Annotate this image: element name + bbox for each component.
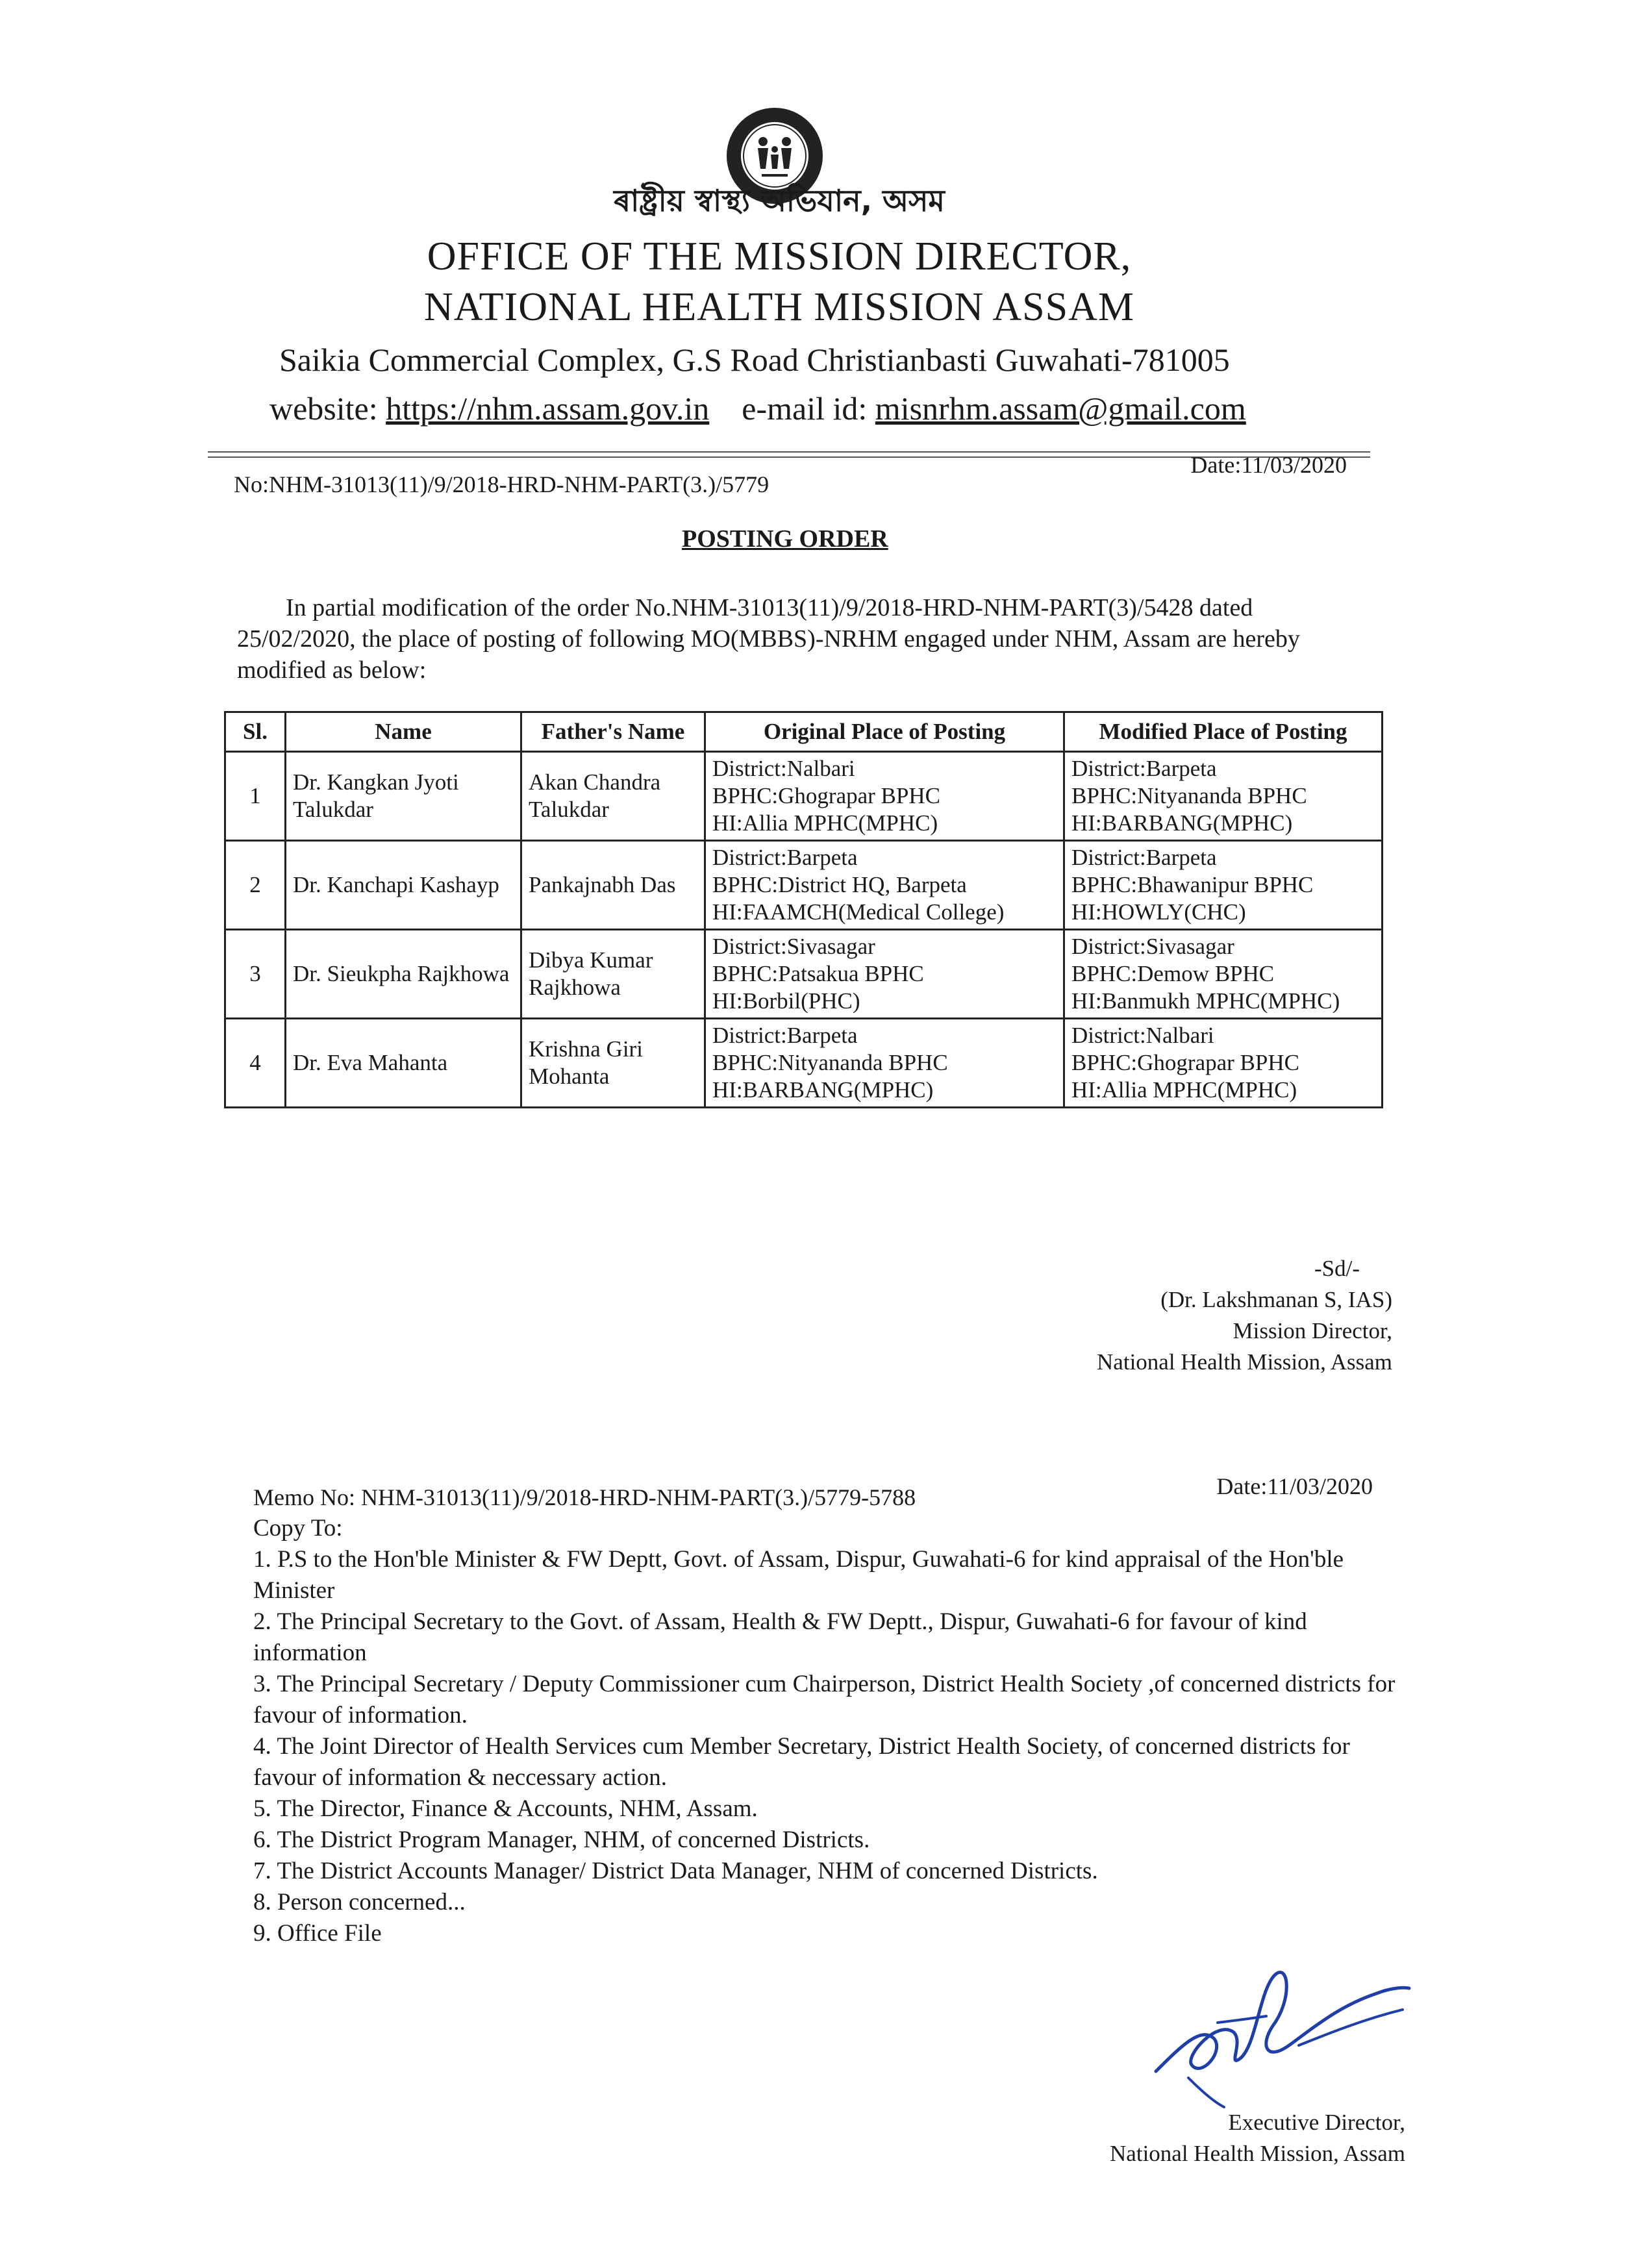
email-link[interactable]: misnrhm.assam@gmail.com <box>875 390 1246 427</box>
original-district: District:Barpeta <box>712 1023 858 1048</box>
modified-posting-cell <box>1064 752 1383 841</box>
executive-organization: National Health Mission, Assam <box>1110 2141 1405 2166</box>
order-title: POSTING ORDER <box>682 525 888 553</box>
contact-line <box>269 390 1246 427</box>
original-bphc: BPHC:Ghograpar BPHC <box>712 783 940 808</box>
modified-hi: HI:BARBANG(MPHC) <box>1071 810 1293 836</box>
name-cell: Dr. Kanchapi Kashayp <box>286 841 521 930</box>
table-row <box>225 841 1383 930</box>
original-posting-cell <box>705 1019 1064 1108</box>
father-name-cell: Akan Chandra Talukdar <box>521 752 705 841</box>
executive-director-signature-block <box>1110 2107 1405 2169</box>
name-cell: Dr. Eva Mahanta <box>286 1019 521 1108</box>
original-hi: HI:Borbil(PHC) <box>712 988 860 1014</box>
original-bphc: BPHC:Nityananda BPHC <box>712 1050 948 1075</box>
modified-hi: HI:HOWLY(CHC) <box>1071 899 1246 925</box>
name-cell: Dr. Kangkan Jyoti Talukdar <box>286 752 521 841</box>
email-label: e-mail id: <box>742 390 875 427</box>
column-header: Modified Place of Posting <box>1064 712 1383 752</box>
order-body-text: In partial modification of the order No.NHM-31013(11)/9/2018-HRD-NHM-PART(3)/5428 dated 25/02/2020, the place of posting of following MO(MBBS)-NRHM engaged under NHM, Assam are hereby modified as below: <box>237 594 1300 684</box>
serial-cell: 1 <box>225 752 286 841</box>
signatory-organization: National Health Mission, Assam <box>1097 1349 1392 1375</box>
original-posting-cell <box>705 841 1064 930</box>
name-cell: Dr. Sieukpha Rajkhowa <box>286 930 521 1019</box>
order-body <box>237 592 1360 686</box>
order-reference-number: No:NHM-31013(11)/9/2018-HRD-NHM-PART(3.)/5779 <box>234 471 770 497</box>
table-row <box>225 752 1383 841</box>
list-item: 3. The Principal Secretary / Deputy Commissioner cum Chairperson, District Health Society ,of concerned districts for favour of information. <box>253 1671 1395 1728</box>
column-header: Name <box>286 712 521 752</box>
original-hi: HI:BARBANG(MPHC) <box>712 1077 934 1103</box>
office-title-line1: OFFICE OF THE MISSION DIRECTOR, <box>427 234 1132 279</box>
memo-number: Memo No: NHM-31013(11)/9/2018-HRD-NHM-PART(3.)/5779-5788 <box>253 1484 916 1510</box>
original-district: District:Barpeta <box>712 845 858 870</box>
column-header: Father's Name <box>521 712 705 752</box>
office-title-line2: NATIONAL HEALTH MISSION ASSAM <box>424 285 1134 329</box>
modified-bphc: BPHC:Ghograpar BPHC <box>1071 1050 1299 1075</box>
memo-date: Date:11/03/2020 <box>1216 1473 1373 1499</box>
list-item: 2. The Principal Secretary to the Govt. of Assam, Health & FW Deptt., Dispur, Guwahati-6 for favour of kind information <box>253 1608 1307 1666</box>
original-hi: HI:Allia MPHC(MPHC) <box>712 810 938 836</box>
table-row <box>225 1019 1383 1108</box>
modified-bphc: BPHC:Nityananda BPHC <box>1071 783 1307 808</box>
original-hi: HI:FAAMCH(Medical College) <box>712 899 1005 925</box>
signatory-designation: Mission Director, <box>1233 1318 1392 1343</box>
mission-director-signature-block <box>1097 1253 1392 1378</box>
modified-hi: HI:Allia MPHC(MPHC) <box>1071 1077 1297 1103</box>
table-header-row <box>225 712 1383 752</box>
modified-posting-cell <box>1064 930 1383 1019</box>
father-name-cell: Pankajnabh Das <box>521 841 705 930</box>
copy-to-list <box>253 1513 1396 1949</box>
handwritten-signature-icon <box>1104 1948 1429 2110</box>
father-name-cell: Dibya Kumar Rajkhowa <box>521 930 705 1019</box>
serial-cell: 4 <box>225 1019 286 1108</box>
executive-designation: Executive Director, <box>1228 2110 1405 2135</box>
copy-to-heading: Copy To: <box>253 1515 343 1541</box>
modified-district: District:Sivasagar <box>1071 934 1234 959</box>
column-header: Original Place of Posting <box>705 712 1064 752</box>
modified-hi: HI:Banmukh MPHC(MPHC) <box>1071 988 1340 1014</box>
original-district: District:Nalbari <box>712 756 855 781</box>
modified-bphc: BPHC:Demow BPHC <box>1071 961 1275 986</box>
serial-cell: 3 <box>225 930 286 1019</box>
signatory-name: (Dr. Lakshmanan S, IAS) <box>1160 1287 1392 1312</box>
website-label: website: <box>269 390 386 427</box>
table-row <box>225 930 1383 1019</box>
original-bphc: BPHC:District HQ, Barpeta <box>712 872 967 897</box>
father-name-cell: Krishna Giri Mohanta <box>521 1019 705 1108</box>
original-bphc: BPHC:Patsakua BPHC <box>712 961 924 986</box>
list-item: 7. The District Accounts Manager/ District Data Manager, NHM of concerned Districts. <box>253 1858 1098 1884</box>
list-item: 6. The District Program Manager, NHM, of concerned Districts. <box>253 1827 870 1853</box>
modified-posting-cell <box>1064 1019 1383 1108</box>
original-posting-cell <box>705 752 1064 841</box>
regional-title: ৰাষ্ট্ৰীয় স্বাস্থ্য অভিযান, অসম <box>614 183 945 218</box>
posting-table <box>224 711 1383 1108</box>
website-link[interactable]: https://nhm.assam.gov.in <box>386 390 710 427</box>
column-header: Sl. <box>225 712 286 752</box>
serial-cell: 2 <box>225 841 286 930</box>
list-item: 1. P.S to the Hon'ble Minister & FW Deptt, Govt. of Assam, Dispur, Guwahati-6 for kind appraisal of the Hon'ble Minister <box>253 1546 1344 1604</box>
original-district: District:Sivasagar <box>712 934 875 959</box>
modified-district: District:Barpeta <box>1071 756 1217 781</box>
modified-posting-cell <box>1064 841 1383 930</box>
order-date: Date:11/03/2020 <box>1190 452 1347 478</box>
modified-district: District:Barpeta <box>1071 845 1217 870</box>
list-item: 5. The Director, Finance & Accounts, NHM, Assam. <box>253 1795 758 1822</box>
modified-bphc: BPHC:Bhawanipur BPHC <box>1071 872 1314 897</box>
list-item: 8. Person concerned... <box>253 1889 466 1915</box>
list-item: 4. The Joint Director of Health Services cum Member Secretary, District Health Society, of concerned districts for favour of information & neccessary action. <box>253 1733 1350 1791</box>
signed-mark: -Sd/- <box>1314 1256 1360 1281</box>
original-posting-cell <box>705 930 1064 1019</box>
office-address: Saikia Commercial Complex, G.S Road Christianbasti Guwahati-781005 <box>279 342 1230 378</box>
list-item: 9. Office File <box>253 1920 382 1947</box>
modified-district: District:Nalbari <box>1071 1023 1214 1048</box>
